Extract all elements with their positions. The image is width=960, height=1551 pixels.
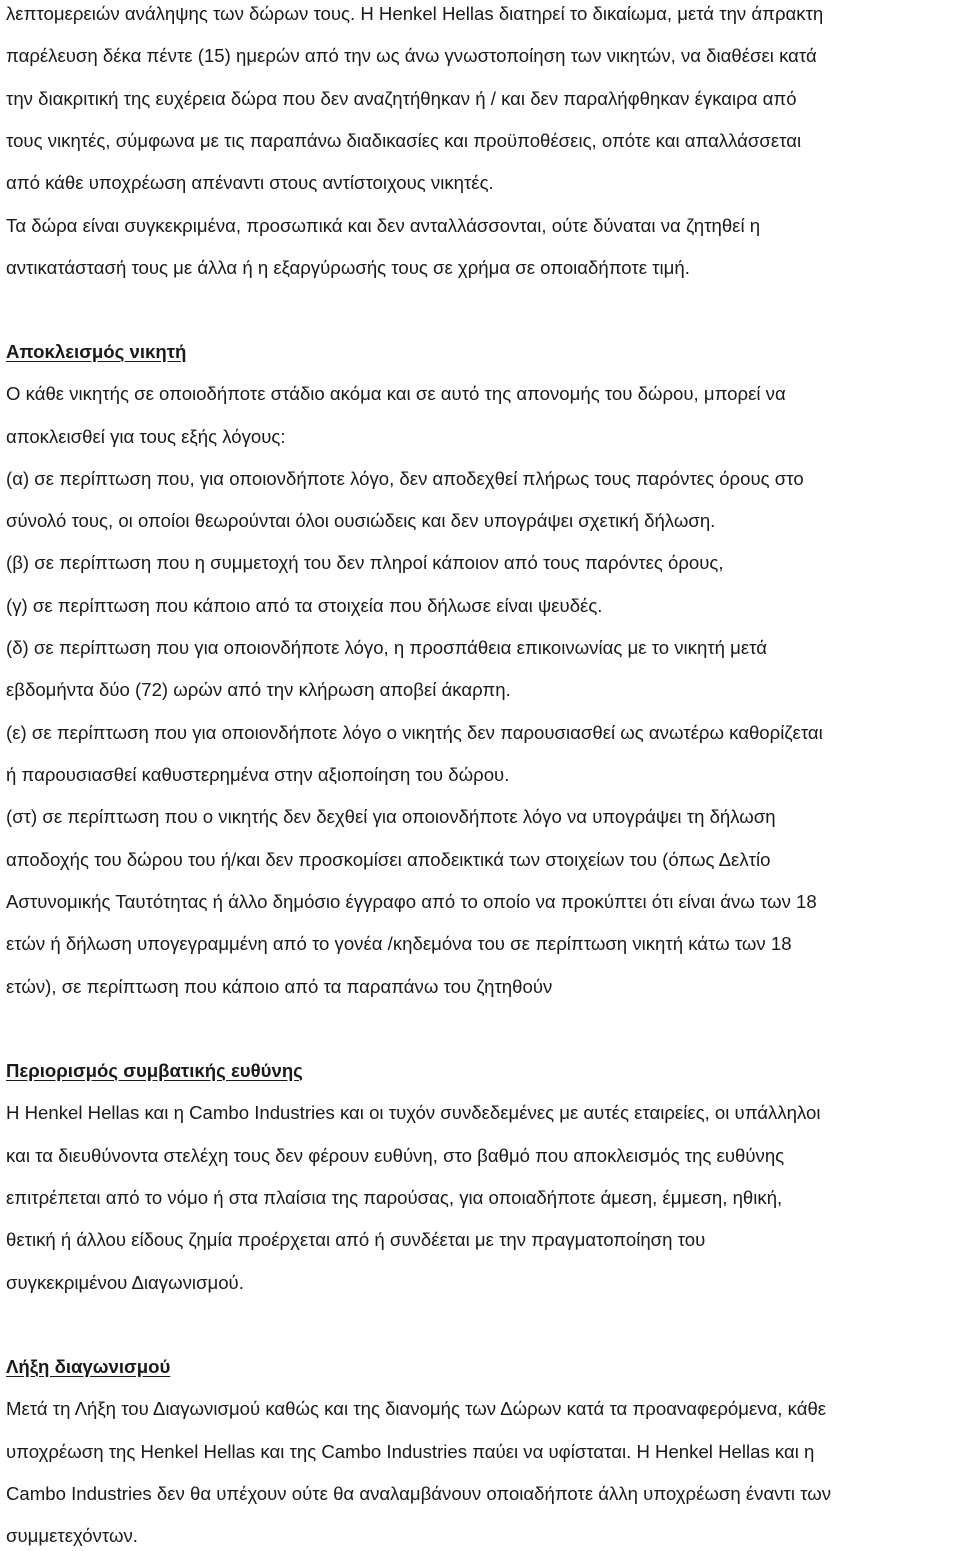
body-line: επιτρέπεται από το νόμο ή στα πλαίσια της παρούσας, για οποιαδήποτε άμεση, έμμεση, ηθική, [6, 1187, 783, 1208]
section-heading-winner-exclusion: Αποκλεισμός νικητή [6, 341, 187, 362]
body-line: Ο κάθε νικητής σε οποιοδήποτε στάδιο ακόμα και σε αυτό της απονομής του δώρου, μπορεί να [6, 383, 786, 404]
body-line: τους νικητές, σύμφωνα με τις παραπάνω διαδικασίες και προϋποθέσεις, οπότε και απαλλάσσεται [6, 130, 802, 151]
section-heading-liability: Περιορισμός συμβατικής ευθύνης [6, 1060, 303, 1081]
body-line: (δ) σε περίπτωση που για οποιονδήποτε λόγο, η προσπάθεια επικοινωνίας με το νικητή μετά [6, 637, 767, 658]
body-line: (α) σε περίπτωση που, για οποιονδήποτε λόγο, δεν αποδεχθεί πλήρως τους παρόντες όρους στο [6, 468, 804, 489]
body-line: συγκεκριμένου Διαγωνισμού. [6, 1272, 244, 1293]
body-line: (ε) σε περίπτωση που για οποιονδήποτε λόγο ο νικητής δεν παρουσιασθεί ως ανωτέρω καθορίζεται [6, 722, 823, 743]
body-line: Τα δώρα είναι συγκεκριμένα, προσωπικά και δεν ανταλλάσσονται, ούτε δύναται να ζητηθεί η [6, 215, 761, 236]
body-line: Cambo Industries δεν θα υπέχουν ούτε θα αναλαμβάνουν οποιαδήποτε άλλη υποχρέωση έναντι των [6, 1483, 832, 1504]
body-line: λεπτομερειών ανάληψης των δώρων τους. Η Henkel Hellas διατηρεί το δικαίωμα, μετά την άπρακτη [6, 3, 824, 24]
body-line: Η Henkel Hellas και η Cambo Industries και οι τυχόν συνδεδεμένες με αυτές εταιρείες, οι υπάλληλοι [6, 1102, 821, 1123]
body-line: παρέλευση δέκα πέντε (15) ημερών από την ως άνω γνωστοποίηση των νικητών, να διαθέσει κατά [6, 45, 817, 66]
body-line: (β) σε περίπτωση που η συμμετοχή του δεν πληροί κάποιον από τους παρόντες όρους, [6, 552, 724, 573]
body-line: αποκλεισθεί για τους εξής λόγους: [6, 426, 286, 447]
body-line: την διακριτική της ευχέρεια δώρα που δεν αναζητήθηκαν ή / και δεν παραλήφθηκαν έγκαιρα από [6, 88, 797, 109]
body-line: σύνολό τους, οι οποίοι θεωρούνται όλοι ουσιώδεις και δεν υπογράψει σχετική δήλωση. [6, 510, 716, 531]
body-line: (στ) σε περίπτωση που ο νικητής δεν δεχθεί για οποιονδήποτε λόγο να υπογράψει τη δήλωση [6, 806, 776, 827]
body-line: συμμετεχόντων. [6, 1525, 138, 1546]
body-line: ετών), σε περίπτωση που κάποιο από τα παραπάνω του ζητηθούν [6, 976, 553, 997]
section-heading-contest-end: Λήξη διαγωνισμού [6, 1356, 171, 1377]
body-line: θετική ή άλλου είδους ζημία προέρχεται από ή συνδέεται με την πραγματοποίηση του [6, 1229, 706, 1250]
body-line: ή παρουσιασθεί καθυστερημένα στην αξιοποίηση του δώρου. [6, 764, 510, 785]
body-line: και τα διευθύνοντα στελέχη τους δεν φέρουν ευθύνη, στο βαθμό που αποκλεισμός της ευθύνης [6, 1145, 785, 1166]
body-line: αντικατάστασή τους με άλλα ή η εξαργύρωσής τους σε χρήμα σε οποιαδήποτε τιμή. [6, 257, 690, 278]
body-line: Μετά τη Λήξη του Διαγωνισμού καθώς και της διανομής των Δώρων κατά τα προαναφερόμενα, κάθε [6, 1398, 827, 1419]
body-line: Αστυνομικής Ταυτότητας ή άλλο δημόσιο έγγραφο από το οποίο να προκύπτει ότι είναι άνω των 18 [6, 891, 817, 912]
body-line: αποδοχής του δώρου του ή/και δεν προσκομίσει αποδεικτικά των στοιχείων του (όπως Δελτίο [6, 849, 771, 870]
body-line: (γ) σε περίπτωση που κάποιο από τα στοιχεία που δήλωσε είναι ψευδές. [6, 595, 603, 616]
body-line: εβδομήντα δύο (72) ωρών από την κλήρωση αποβεί άκαρπη. [6, 679, 511, 700]
body-line: από κάθε υποχρέωση απέναντι στους αντίστοιχους νικητές. [6, 172, 494, 193]
body-line: υποχρέωση της Henkel Hellas και της Cambo Industries παύει να υφίσταται. Η Henkel Hellas και η [6, 1441, 815, 1462]
body-line: ετών ή δήλωση υπογεγραμμένη από το γονέα /κηδεμόνα του σε περίπτωση νικητή κάτω των 18 [6, 933, 792, 954]
